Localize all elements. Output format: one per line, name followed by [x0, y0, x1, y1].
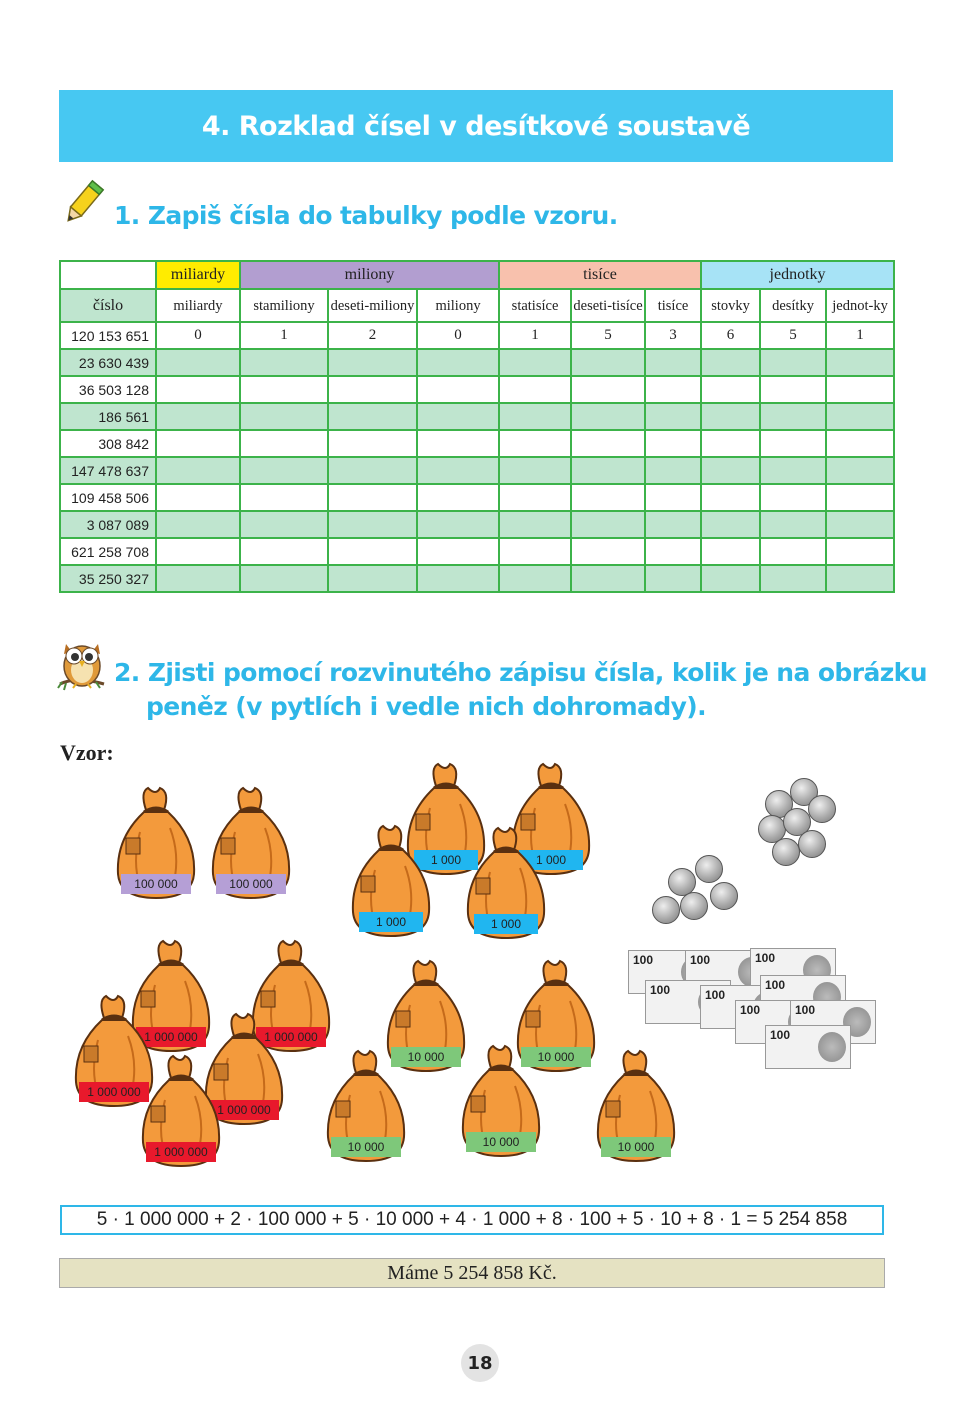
- bag-value-label: 1 000: [414, 850, 478, 870]
- answer-cell[interactable]: [328, 511, 417, 538]
- bag-value-label: 10 000: [391, 1047, 461, 1067]
- answer-cell[interactable]: [826, 511, 894, 538]
- bag-value-label: 1 000 000: [79, 1082, 149, 1102]
- answer-cell[interactable]: [417, 484, 499, 511]
- digit-cell: 2: [328, 322, 417, 349]
- answer-cell[interactable]: [328, 403, 417, 430]
- column-header: tisíce: [645, 289, 701, 322]
- banknote-value: 100: [650, 983, 671, 997]
- answer-cell[interactable]: [701, 484, 760, 511]
- number-cell: 36 503 128: [60, 376, 156, 403]
- table-row: [60, 430, 894, 457]
- column-header: stamiliony: [240, 289, 328, 322]
- number-cell: 23 630 439: [60, 349, 156, 376]
- task-1-text: Zapiš čísla do tabulky podle vzoru.: [147, 201, 618, 230]
- money-bag: [455, 1040, 547, 1160]
- answer-cell[interactable]: [760, 457, 826, 484]
- answer-cell[interactable]: [571, 484, 645, 511]
- answer-cell[interactable]: [571, 538, 645, 565]
- answer-cell[interactable]: [701, 376, 760, 403]
- answer-cell[interactable]: [156, 457, 240, 484]
- answer-cell[interactable]: [240, 349, 328, 376]
- answer-cell[interactable]: [328, 376, 417, 403]
- answer-cell[interactable]: [240, 403, 328, 430]
- answer-cell[interactable]: [499, 565, 571, 592]
- table-row: [60, 565, 894, 592]
- answer-cell[interactable]: [156, 403, 240, 430]
- answer-cell[interactable]: [760, 565, 826, 592]
- coin: [710, 882, 738, 910]
- group-header: jednotky: [701, 261, 894, 289]
- answer-cell[interactable]: [645, 430, 701, 457]
- answer-cell[interactable]: [328, 565, 417, 592]
- page-number: 18: [461, 1344, 499, 1382]
- answer-cell[interactable]: [571, 349, 645, 376]
- example-row: [60, 322, 894, 349]
- number-cell: 621 258 708: [60, 538, 156, 565]
- money-bag: [345, 820, 437, 940]
- banknote-value: 100: [770, 1028, 791, 1042]
- money-bag: [460, 822, 552, 942]
- digit-cell: 3: [645, 322, 701, 349]
- answer-cell[interactable]: [826, 565, 894, 592]
- column-header: miliardy: [156, 289, 240, 322]
- bag-value-label: 100 000: [216, 874, 286, 894]
- place-value-table: [59, 260, 895, 593]
- answer-cell[interactable]: [240, 457, 328, 484]
- bag-value-label: 10 000: [331, 1137, 401, 1157]
- answer-cell[interactable]: [240, 565, 328, 592]
- answer-cell[interactable]: [328, 430, 417, 457]
- answer-cell[interactable]: [240, 511, 328, 538]
- owl-icon: [56, 632, 108, 694]
- table-row: [60, 403, 894, 430]
- column-header: stovky: [701, 289, 760, 322]
- money-bag: [135, 1050, 227, 1170]
- table-corner: [60, 261, 156, 289]
- answer-cell[interactable]: [499, 430, 571, 457]
- answer-cell[interactable]: [328, 349, 417, 376]
- task-2-line-2: peněz (v pytlích i vedle nich dohromady).: [146, 692, 707, 721]
- digit-cell: 6: [701, 322, 760, 349]
- group-header: miliony: [240, 261, 499, 289]
- bag-value-label: 1 000: [359, 912, 423, 932]
- answer-cell[interactable]: [499, 376, 571, 403]
- answer-cell[interactable]: [417, 457, 499, 484]
- group-header: miliardy: [156, 261, 240, 289]
- answer-cell[interactable]: [240, 538, 328, 565]
- number-cell: 120 153 651: [60, 322, 156, 349]
- answer-cell[interactable]: [701, 511, 760, 538]
- bag-value-label: 10 000: [521, 1047, 591, 1067]
- answer-cell[interactable]: [417, 538, 499, 565]
- answer-cell[interactable]: [156, 565, 240, 592]
- answer-cell[interactable]: [701, 403, 760, 430]
- answer-cell[interactable]: [645, 511, 701, 538]
- banknote-value: 100: [740, 1003, 761, 1017]
- table-row: [60, 457, 894, 484]
- money-bag: [590, 1045, 682, 1165]
- column-header: miliony: [417, 289, 499, 322]
- number-cell: 186 561: [60, 403, 156, 430]
- task-1-number: 1.: [114, 201, 140, 230]
- digit-cell: 0: [417, 322, 499, 349]
- answer-cell[interactable]: [645, 349, 701, 376]
- bag-value-label: 10 000: [466, 1132, 536, 1152]
- coin: [695, 855, 723, 883]
- bag-value-label: 1 000: [519, 850, 583, 870]
- coin: [652, 896, 680, 924]
- answer-cell[interactable]: [328, 484, 417, 511]
- answer-cell[interactable]: [760, 538, 826, 565]
- money-bag: [205, 782, 297, 902]
- answer-cell[interactable]: [645, 538, 701, 565]
- answer-cell[interactable]: [499, 484, 571, 511]
- answer-cell[interactable]: [240, 430, 328, 457]
- answer-cell[interactable]: [826, 430, 894, 457]
- answer-cell[interactable]: [826, 376, 894, 403]
- answer-cell[interactable]: [701, 349, 760, 376]
- portrait: [818, 1032, 846, 1062]
- answer-cell[interactable]: [760, 376, 826, 403]
- banknote-value: 100: [755, 951, 776, 965]
- answer-cell[interactable]: [499, 457, 571, 484]
- column-header: statisíce: [499, 289, 571, 322]
- answer-cell[interactable]: [760, 403, 826, 430]
- table-row: [60, 376, 894, 403]
- number-cell: 35 250 327: [60, 565, 156, 592]
- answer-cell[interactable]: [499, 349, 571, 376]
- answer-cell[interactable]: [499, 511, 571, 538]
- answer-cell[interactable]: [701, 457, 760, 484]
- answer-cell[interactable]: [645, 457, 701, 484]
- banknote-value: 100: [795, 1003, 816, 1017]
- answer-cell[interactable]: [499, 403, 571, 430]
- answer-cell[interactable]: [701, 430, 760, 457]
- answer-cell[interactable]: [417, 511, 499, 538]
- coin: [798, 830, 826, 858]
- example-label: Vzor:: [60, 740, 114, 765]
- banknote-value: 100: [690, 953, 711, 967]
- digit-cell: 1: [240, 322, 328, 349]
- column-header: číslo: [60, 289, 156, 322]
- number-cell: 109 458 506: [60, 484, 156, 511]
- answer-cell[interactable]: [417, 565, 499, 592]
- task-1-heading: [114, 199, 618, 233]
- column-header: desítky: [760, 289, 826, 322]
- coin: [808, 795, 836, 823]
- bag-value-label: 1 000 000: [256, 1027, 326, 1047]
- number-cell: 3 087 089: [60, 511, 156, 538]
- answer-cell[interactable]: [645, 565, 701, 592]
- bag-value-label: 1 000 000: [136, 1027, 206, 1047]
- answer-cell[interactable]: [417, 403, 499, 430]
- money-bag: [110, 782, 202, 902]
- answer-cell[interactable]: [826, 538, 894, 565]
- answer-cell[interactable]: [760, 430, 826, 457]
- banknote-value: 100: [765, 978, 786, 992]
- number-cell: 147 478 637: [60, 457, 156, 484]
- answer-cell[interactable]: [701, 538, 760, 565]
- answer-cell[interactable]: [760, 484, 826, 511]
- answer-cell[interactable]: [156, 349, 240, 376]
- answer-cell[interactable]: [156, 376, 240, 403]
- answer-cell[interactable]: [571, 565, 645, 592]
- table-row: [60, 484, 894, 511]
- table-row: [60, 511, 894, 538]
- column-header: deseti-miliony: [328, 289, 417, 322]
- table-row: [60, 538, 894, 565]
- task-2-heading: [114, 656, 927, 724]
- banknote-value: 100: [705, 988, 726, 1002]
- money-bag: [320, 1045, 412, 1165]
- digit-cell: 5: [571, 322, 645, 349]
- answer-cell[interactable]: [240, 376, 328, 403]
- answer-cell[interactable]: [826, 403, 894, 430]
- answer-cell[interactable]: [826, 349, 894, 376]
- answer-cell[interactable]: [645, 484, 701, 511]
- answer-cell[interactable]: [417, 430, 499, 457]
- pencil-icon: [58, 178, 108, 228]
- answer-cell[interactable]: [156, 511, 240, 538]
- answer-cell[interactable]: [701, 565, 760, 592]
- digit-cell: 5: [760, 322, 826, 349]
- answer-cell[interactable]: [645, 376, 701, 403]
- answer-cell[interactable]: [156, 538, 240, 565]
- chapter-title: 4. Rozklad čísel v desítkové soustavě: [201, 110, 751, 142]
- answer-cell[interactable]: [417, 349, 499, 376]
- digit-cell: 1: [826, 322, 894, 349]
- answer-cell[interactable]: [240, 484, 328, 511]
- table-row: [60, 349, 894, 376]
- banknote: [765, 1025, 851, 1069]
- answer-cell[interactable]: [328, 457, 417, 484]
- digit-cell: 1: [499, 322, 571, 349]
- bag-value-label: 100 000: [121, 874, 191, 894]
- answer-cell[interactable]: [571, 457, 645, 484]
- expanded-form-equation: 5 · 1 000 000 + 2 · 100 000 + 5 · 10 000 + 4 · 1 000 + 8 · 100 + 5 · 10 + 8 · 1 = 5 254 858: [60, 1205, 884, 1235]
- answer-cell[interactable]: [156, 484, 240, 511]
- answer-cell[interactable]: [571, 511, 645, 538]
- bag-value-label: 1 000 000: [146, 1142, 216, 1162]
- answer-cell[interactable]: [760, 349, 826, 376]
- answer-sentence: Máme 5 254 858 Kč.: [59, 1258, 885, 1288]
- answer-cell[interactable]: [571, 403, 645, 430]
- coin: [772, 838, 800, 866]
- coin: [680, 892, 708, 920]
- banknote-value: 100: [633, 953, 654, 967]
- bag-value-label: 1 000 000: [209, 1100, 279, 1120]
- digit-cell: 0: [156, 322, 240, 349]
- column-header: deseti-tisíce: [571, 289, 645, 322]
- answer-cell[interactable]: [417, 376, 499, 403]
- answer-cell[interactable]: [826, 457, 894, 484]
- group-header: tisíce: [499, 261, 701, 289]
- answer-cell[interactable]: [571, 430, 645, 457]
- answer-cell[interactable]: [499, 538, 571, 565]
- bag-value-label: 1 000: [474, 914, 538, 934]
- answer-cell[interactable]: [645, 403, 701, 430]
- number-cell: 308 842: [60, 430, 156, 457]
- column-header: jednot-ky: [826, 289, 894, 322]
- task-2-line-1: Zjisti pomocí rozvinutého zápisu čísla, kolik je na obrázku: [147, 658, 927, 687]
- chapter-title-banner: [59, 90, 893, 162]
- task-2-number: 2.: [114, 658, 140, 687]
- bag-value-label: 10 000: [601, 1137, 671, 1157]
- answer-cell[interactable]: [826, 484, 894, 511]
- answer-cell[interactable]: [760, 511, 826, 538]
- answer-cell[interactable]: [156, 430, 240, 457]
- answer-cell[interactable]: [328, 538, 417, 565]
- answer-cell[interactable]: [571, 376, 645, 403]
